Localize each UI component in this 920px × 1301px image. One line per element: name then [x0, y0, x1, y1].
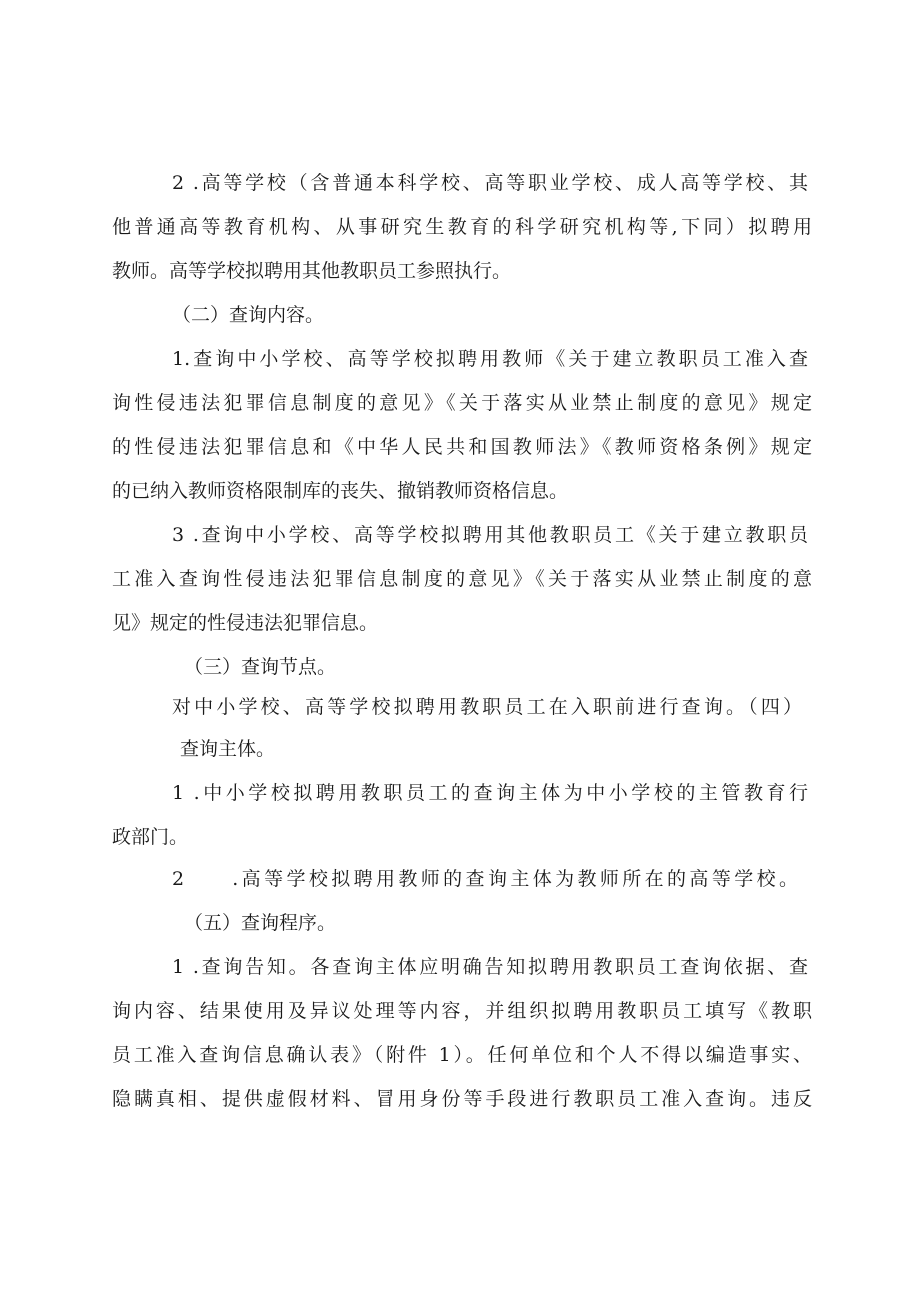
paragraph-line: 的性侵违法犯罪信息和《中华人民共和国教师法》《教师资格条例》规定 — [112, 436, 812, 458]
paragraph-line: 工准入查询性侵违法犯罪信息制度的意见》《关于落实从业禁止制度的意 — [112, 568, 812, 590]
paragraph-line: 询内容、结果使用及异议处理等内容，并组织拟聘用教职员工填写《教职 — [112, 1000, 812, 1022]
paragraph-line: 2 .高等学校（含普通本科学校、高等职业学校、成人高等学校、其 — [172, 172, 808, 194]
paragraph-line: 1.查询中小学校、高等学校拟聘用教师《关于建立教职员工准入查 — [172, 348, 808, 370]
paragraph-line: 1 .中小学校拟聘用教职员工的查询主体为中小学校的主管教育行 — [172, 782, 808, 804]
paragraph-line: 1 .查询告知。各查询主体应明确告知拟聘用教职员工查询依据、查 — [172, 956, 808, 978]
paragraph-line: 教师。高等学校拟聘用其他教职员工参照执行。 — [112, 260, 512, 282]
paragraph-line: 询性侵违法犯罪信息制度的意见》《关于落实从业禁止制度的意见》规定 — [112, 392, 812, 414]
section-heading: （五）查询程序。 — [184, 912, 337, 934]
paragraph-line: 3 .查询中小学校、高等学校拟聘用其他教职员工《关于建立教职员 — [172, 524, 808, 546]
section-heading: （二）查询内容。 — [172, 304, 325, 326]
paragraph-line: 他普通高等教育机构、从事研究生教育的科学研究机构等,下同）拟聘用 — [112, 216, 812, 238]
paragraph-line: 隐瞒真相、提供虚假材料、冒用身份等手段进行教职员工准入查询。违反 — [112, 1088, 812, 1110]
paragraph-line: 政部门。 — [112, 826, 189, 848]
paragraph-line: 2 .高等学校拟聘用教师的查询主体为教师所在的高等学校。 — [172, 868, 798, 890]
paragraph-line: 的已纳入教师资格限制库的丧失、撤销教师资格信息。 — [112, 480, 569, 502]
section-heading: 查询主体。 — [180, 738, 276, 760]
section-heading: （三）查询节点。 — [184, 656, 337, 678]
paragraph-line: 员工准入查询信息确认表》（附件 1）。任何单位和个人不得以编造事实、 — [112, 1044, 812, 1066]
paragraph-line: 对中小学校、高等学校拟聘用教职员工在入职前进行查询。（四） — [172, 696, 802, 718]
paragraph-line: 见》规定的性侵违法犯罪信息。 — [112, 612, 379, 634]
